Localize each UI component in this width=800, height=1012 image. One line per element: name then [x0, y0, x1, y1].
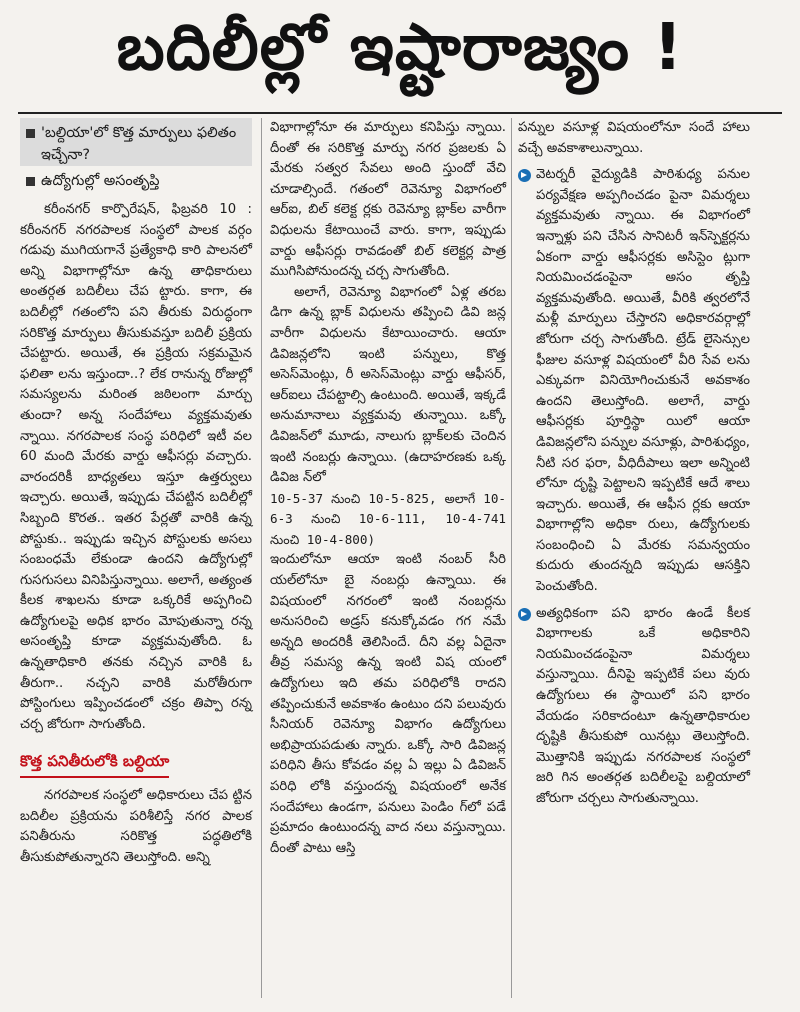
- section-title: కొత్త పనితీరులోకి బల్దియా: [20, 741, 169, 778]
- headline-rule: [18, 112, 782, 114]
- bullet-paragraph: [518, 165, 750, 597]
- bullet-text: అత్యధికంగా పని భారం ఉండే కీలక విభాగాలకు ఒకే అధికారిని నియమించడంపైనా విమర్శలు వస్తున్నాయి. దీనిపై ఇప్పటికే పలు వురు ఉద్యోగులు ఈ స్థాయిలో పని భారం వేయడం సరికాదంటూ ఉన్నతాధికారుల దృష్టికి తీసుకుపో యినట్లు తెలుస్తోంది. మొత్తానికి ఇప్పుడు నగరపాలక సంస్థలో జరి గిన అంతర్గత బదిలీలపై బల్దియాలో జోరుగా చర్చలు సాగుతున్నాయి.: [536, 605, 750, 806]
- subheads-box: [20, 118, 252, 196]
- article-paragraph: ఇందులోనూ ఆయా ఇంటి నంబర్ సీరి యల్‌లోనూ బై నంబర్లు ఉన్నాయి. ఈ విషయంలో నగరంలో ఇంటి నంబర్లను అనుసరించి అడ్రస్ కనుక్కోవడం గగ నమే అన్నది అందరికీ తెలిసిందే. దీని వల్ల ఏదైనా తీవ్ర సమస్య ఉన్న ఇంటి విష యంలో ఉద్యోగులు ఇది తమ పరిధిలోకి రాదని తప్పించుకునే అవకాశం ఉంటుం దని పలువురు సీనియర్ రెవెన్యూ విభాగం ఉద్యోగులు అభిప్రాయపడుతు న్నారు. ఒక్కో సారి డివిజన్ల పరిధిని తీసు కోవడం వల్ల ఏ ఇల్లు ఏ డివిజన్ పరిధి లోకి వస్తుందన్న విషయంలో అనేక సందేహాలు ఉండగా, పనులు పెండిం గ్‌లో పడే ప్రమాదం ఉంటుందన్న వాద నలు వస్తున్నాయి. దీంతో పాటు ఆస్తి: [270, 552, 506, 856]
- headline: బదిలీల్లో ఇష్టారాజ్యం !: [116, 10, 684, 85]
- arrow-bullet-icon: [518, 608, 531, 621]
- subhead-text: 'బల్దియా'లో కొత్త మార్పులు ఫలితం ఇచ్చేనా?: [41, 125, 237, 163]
- article-paragraph: పన్నుల వసూళ్ల విషయంలోనూ సందే హాలు వచ్చే అవకాశాలున్నాయి.: [518, 120, 750, 156]
- subhead-item: [26, 122, 246, 166]
- subhead-item: [20, 166, 252, 196]
- square-bullet-icon: [26, 177, 35, 186]
- article-paragraph: కరీంనగర్ కార్పొరేషన్, ఫిబ్రవరి 10 : కరీంనగర్ నగరపాలక సంస్థలో పాలక వర్గం గడువు ముగియగానే ప్రత్యేకాధి కారి పాలనలో అన్ని విభాగాల్లోనూ ఉన్న తాధికారులు అంతర్గత బదిలీలు చేప ట్టారు. కాగా, ఈ బదిలీల్లో గతంలోని పని తీరుకు విరుద్ధంగా సరికొత్త మార్పులు తీసుకువస్తూ బదిలీ ప్రక్రియ చేపట్టారు. అయితే, ఈ ప్రక్రియ సక్రమమైన ఫలితా లను ఇస్తుందా..? లేక రానున్న రోజుల్లో సమస్యలను మరింత జఠిలంగా మార్చు తుందా? అన్న సందేహాలు వ్యక్తమవుతు న్నాయి. నగరపాలక సంస్థ పరిధిలో ఇటీ వల 60 మంది మేరకు వార్డు ఆఫీసర్లు వచ్చారు. వారందరికీ బాధ్యతలు ఇస్తూ ఉత్తర్వులు ఇచ్చారు. అయితే, ఇప్పుడు చేపట్టిన బదిలీల్లో సిబ్బంది కొరత.. ఇతర పేర్లతో వారికి ఉన్న పోస్టుకు.. ఇప్పుడు ఇచ్చిన పోస్టులకు అసలు సంబంధమే లేకుండా ఉందని ఉద్యోగుల్లో గుసగుసలు వినిపిస్తున్నాయి. అలాగే, అత్యంత కీలక శాఖలను కూడా ఒక్కరికే అప్పగించి ఉద్యోగులపై అధిక భారం మోపుతున్నా రన్న అసంతృప్తి కూడా వ్యక్తమవుతోంది. ఓ ఉన్నతాధికారి తనకు నచ్చిన వారికి ఓ తీరుగా.. నచ్చని వారికి మరోతీరుగా పోస్టింగులు ఇప్పించడంలో చక్రం తిప్పా రన్న చర్చ జోరుగా సాగుతోంది.: [20, 202, 252, 732]
- house-number-ranges: 10-5-37 నుంచి 10-5-825, అలాగే 10-6-3 నుంచి 10-6-111, 10-4-741 నుంచి 10-4-800): [270, 490, 506, 547]
- column-divider: [511, 118, 512, 998]
- bullet-text: వెటర్నరీ వైద్యుడికి పారిశుధ్య పనుల పర్యవేక్షణ అప్పగించడం పైనా విమర్శలు వ్యక్తమవుతు న్నాయి. ఈ విభాగంలో ఇన్నాళ్లు పని చేసిన సానిటరీ ఇన్‌స్పెక్టర్లను ఏకంగా వార్డు ఆఫీసర్లకు అసిస్టెం ట్లుగా నియమించడంపైనా అసం తృప్తి వ్యక్తమవుతోంది. అయితే, వీరికి త్వరలోనే మళ్లీ మార్పులు చేస్తారని అధికారవర్గాల్లో జోరుగా చర్చ సాగుతోంది. ట్రేడ్ లైసెన్సుల ఫీజుల వసూళ్ల విషయంలో వీరి సేవ లను ఎక్కువగా వినియోగించుకునే అవకాశం ఉందని తెలుస్తోంది. అలాగే, వార్డు ఆఫీసర్లకు పూర్తిస్థా యిలో ఆయా డివిజన్లలోని పన్నుల వసూళ్లు, పారిశుధ్యం, నీటి సర ఫరా, వీధిదీపాలు ఇలా అన్నింటి లోనూ దృష్టి పెట్టాలని ఇప్పటికే ఆదే శాలు ఇచ్చారు. అయితే, ఈ ఆఫీస ర్లకు ఆయా విభాగాల్లోని అధికా రులు, ఉద్యోగులకు సంబంధించి ఏ మేరకు సమన్వయం కుదురు తుందన్నది ఇప్పుడు ఆసక్తిని పెంచుతోంది.: [536, 167, 750, 595]
- arrow-bullet-icon: [518, 169, 531, 182]
- bullet-paragraph: [518, 604, 750, 810]
- square-bullet-icon: [26, 129, 35, 138]
- column-divider: [261, 118, 262, 998]
- article-paragraph: విభాగాల్లోనూ ఈ మార్పులు కనిపిస్తు న్నాయి. దీంతో ఈ సరికొత్త మార్పు నగర ప్రజలకు ఏ మేరకు సత్వర సేవలు అంది స్తుందో వేచి చూడాల్సిందే. గతంలో రెవెన్యూ విభాగంలో ఆర్ఐ, బిల్ కలెక్ట ర్లకు రెవెన్యూ బ్లాక్‌ల వారీగా విధులను కేటాయించే వారు. కాగా, ఇప్పుడు వార్డు ఆఫీసర్లు రావడంతో బిల్ కలెక్టర్ల పాత్ర ముగిసిపోనుందన్న చర్చ సాగుతోంది.: [270, 120, 506, 280]
- column-3: [518, 118, 750, 810]
- column-1: [20, 118, 252, 868]
- article-paragraph: నగరపాలక సంస్థలో అధికారులు చేప ట్టిన బదిలీల ప్రక్రియను పరిశీలిస్తే నగర పాలక పనితీరును సరికొత్త పద్ధతిలోకి తీసుకుపోతున్నారని తెలుస్తోంది. అన్ని: [20, 788, 252, 865]
- article-paragraph: అలాగే, రెవెన్యూ విభాగంలో ఏళ్ల తరబ డిగా ఉన్న బ్లాక్ విధులను తప్పించి డివి జన్ల వారీగా విధులను కేటాయించారు. ఆయా డివిజన్లలోని ఇంటి పన్నులు, కొత్త అసెస్‌మెంట్లు, రీ అసెస్‌మెంట్లు వార్డు ఆఫీసర్, ఆర్ఐలు చేపట్టాల్సి ఉంటుంది. అయితే, ఇక్కడే అనుమానాలు వ్యక్తమవు తున్నాయి. ఒక్కో డివిజన్‌లో మూడు, నాలుగు బ్లాక్‌లకు చెందిన ఇంటి నంబర్లు ఉన్నాయి. (ఉదాహరణకు ఒక్క డివిజ న్‌లో: [270, 284, 506, 486]
- subhead-text: ఉద్యోగుల్లో అసంతృప్తి: [41, 173, 160, 189]
- column-2: [270, 118, 506, 859]
